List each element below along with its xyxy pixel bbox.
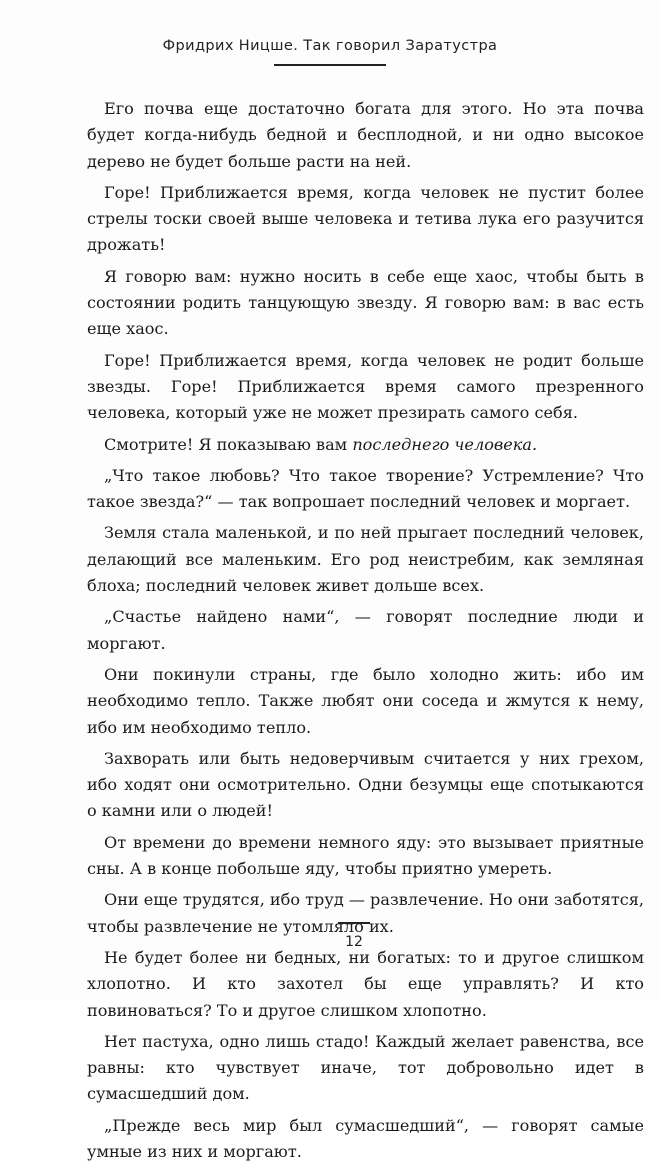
paragraph-14: Нет пастуха, одно лишь стадо! Каждый желает равенства, все равны: кто чувствует иначе, тот добровольно идет в сумасшедший дом. bbox=[87, 1031, 644, 1104]
body-text bbox=[87, 96, 644, 1170]
footer-rule bbox=[338, 922, 370, 924]
paragraph-5 bbox=[87, 432, 644, 458]
page-number: 12 bbox=[345, 934, 363, 950]
paragraph-2: Горе! Приближается время, когда человек не пустит более стрелы тоски своей выше человека и тетива лука его разучится дрожать! bbox=[87, 182, 644, 255]
paragraph-1: Его почва еще достаточно богата для этого. Но эта почва будет когда-нибудь бедной и бесплодной, и ни одно высокое дерево не будет больше расти на ней. bbox=[87, 99, 644, 171]
paragraph-5-lead: Смотрите! Я показываю вам bbox=[104, 434, 353, 454]
paragraph-3: Я говорю вам: нужно носить в себе еще хаос, чтобы быть в состоянии родить танцующую звезду. Я говорю вам: в вас есть еще хаос. bbox=[87, 266, 644, 339]
paragraph-11: От времени до времени немного яду: это вызывает приятные сны. А в конце побольше яду, чтобы приятно умереть. bbox=[87, 832, 644, 879]
paragraph-8: „Счастье найдено нами“, — говорят последние люди и моргают. bbox=[87, 607, 644, 653]
paragraph-15: „Прежде весь мир был сумасшедший“, — говорят самые умные из них и моргают. bbox=[87, 1115, 644, 1161]
running-title: Фридрих Ницше. Так говорил Заратустра bbox=[162, 38, 498, 54]
paragraph-9: Они покинули страны, где было холодно жить: ибо им необходимо тепло. Также любят они соседа и жмутся к нему, ибо им необходимо тепло. bbox=[87, 664, 644, 737]
paragraph-6: „Что такое любовь? Что такое творение? Устремление? Что такое звезда?“ — так вопрошает последний человек и моргает. bbox=[87, 465, 644, 512]
paragraph-7: Земля стала маленькой, и по ней прыгает последний человек, делающий все маленьким. Его род неистребим, как земляная блоха; последний человек живет дольше всех. bbox=[87, 523, 644, 596]
paragraph-10: Захворать или быть недоверчивым считается у них грехом, ибо ходят они осмотрительно. Одни безумцы еще спотыкаются о камни или о людей! bbox=[87, 748, 644, 821]
header-rule bbox=[274, 64, 386, 66]
paragraph-4: Горе! Приближается время, когда человек не родит больше звезды. Горе! Приближается время самого презренного человека, который уже не может презирать самого себя. bbox=[87, 350, 644, 423]
paragraph-13: Не будет более ни бедных, ни богатых: то и другое слишком хлопотно. И кто захотел бы еще управлять? И кто повиноваться? То и другое слишком хлопотно. bbox=[87, 947, 644, 1020]
paragraph-12: Они еще трудятся, ибо труд — развлечение. Но они заботятся, чтобы развлечение не утомляло их. bbox=[87, 890, 645, 936]
paragraph-5-emphasis: последнего человека. bbox=[352, 434, 538, 454]
